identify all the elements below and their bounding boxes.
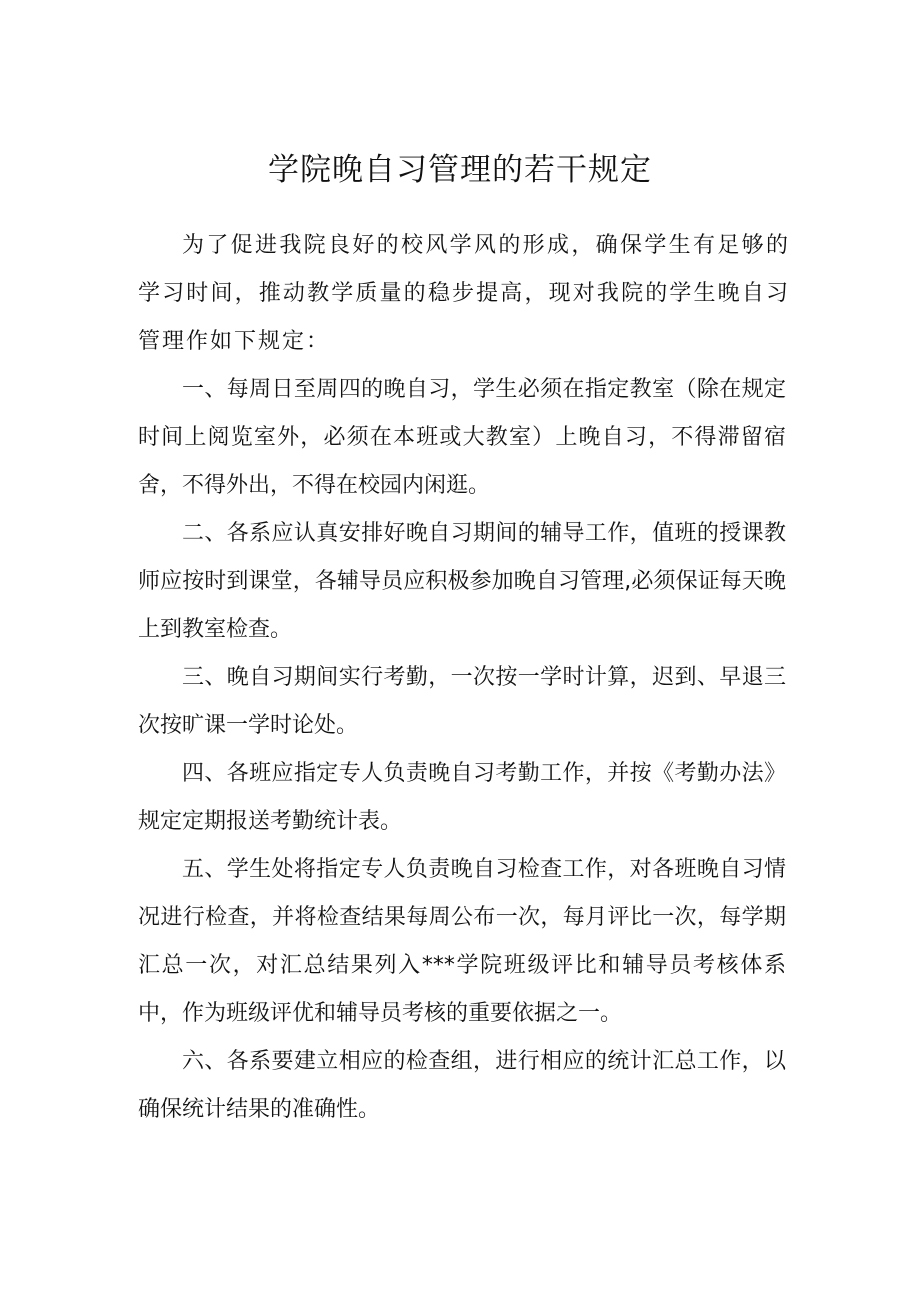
article-5-paragraph: 五、学生处将指定专人负责晚自习检查工作，对各班晚自习情况进行检查，并将检查结果每周公布一次，每月评比一次，每学期汇总一次，对汇总结果列入***学院班级评比和辅导员考核体系中，作为班级评优和辅导员考核的重要依据之一。	[138, 857, 786, 1026]
article-3-paragraph: 三、晚自习期间实行考勤，一次按一学时计算，迟到、早退三次按旷课一学时论处。	[138, 665, 786, 738]
article-6-paragraph: 六、各系要建立相应的检查组，进行相应的统计汇总工作，以确保统计结果的准确性。	[138, 1049, 786, 1122]
document-title: 学院晚自习管理的若干规定	[268, 152, 652, 188]
intro-paragraph: 为了促进我院良好的校风学风的形成，确保学生有足够的学习时间，推动教学质量的稳步提高，现对我院的学生晚自习管理作如下规定：	[138, 233, 790, 354]
article-1-paragraph: 一、每周日至周四的晚自习，学生必须在指定教室（除在规定时间上阅览室外，必须在本班或大教室）上晚自习，不得滞留宿舍，不得外出，不得在校园内闲逛。	[138, 377, 786, 498]
article-2-paragraph: 二、各系应认真安排好晚自习期间的辅导工作，值班的授课教师应按时到课堂，各辅导员应积极参加晚自习管理,必须保证每天晚上到教室检查。	[138, 521, 786, 642]
article-4-paragraph: 四、各班应指定专人负责晚自习考勤工作，并按《考勤办法》规定定期报送考勤统计表。	[138, 761, 786, 834]
